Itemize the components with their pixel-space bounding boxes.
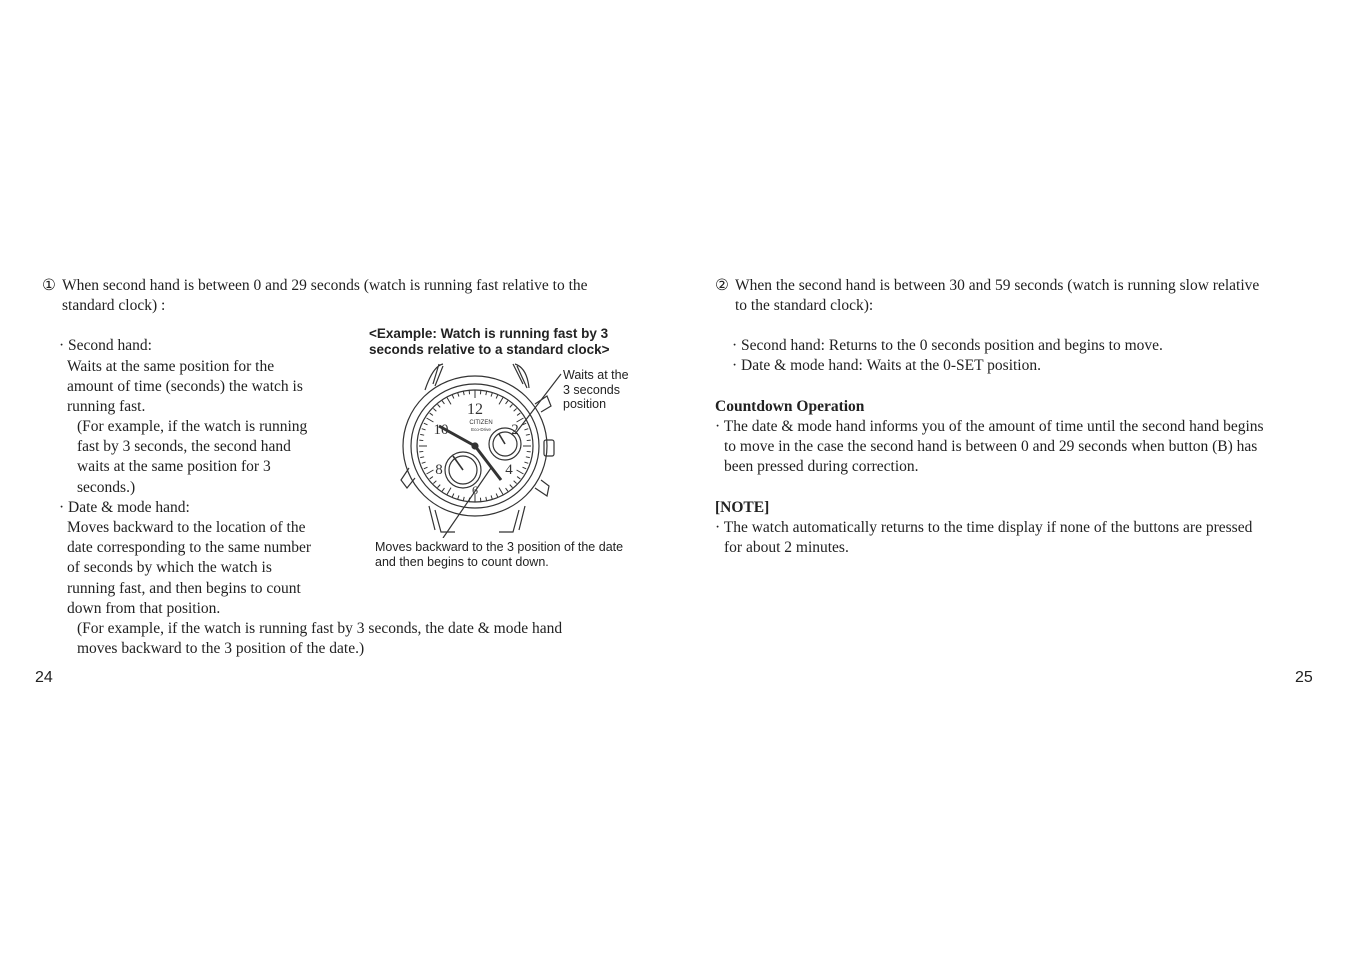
note-heading: [NOTE]: [715, 499, 770, 516]
dial-tick: [510, 485, 513, 488]
callout-moves-backward: [375, 540, 623, 569]
countdown-first-line: · The date & mode hand informs you of the amount of time until the second hand begins: [715, 418, 1264, 435]
second-hand-example-line: (For example, if the watch is running: [77, 418, 308, 435]
dial-tick: [517, 413, 520, 415]
callout-waits-line: position: [563, 397, 607, 411]
dial-tick: [463, 497, 464, 501]
date-mode-line: down from that position.: [67, 599, 221, 617]
dial-tick: [506, 488, 508, 491]
dial-brand: CITIZEN: [469, 420, 493, 426]
item-2-line: When the second hand is between 30 and 59 seconds (watch is running slow relative: [735, 277, 1260, 294]
dial-tick: [424, 423, 428, 425]
date-mode-example-line: (For example, if the watch is running fast by 3 seconds, the date & mode hand: [77, 620, 563, 637]
second-hand-example: [77, 417, 307, 498]
item-1-line: When second hand is between 0 and 29 seconds (watch is running fast relative to the: [62, 277, 588, 294]
countdown-line: to move in the case the second hand is between 0 and 29 seconds when button (B) has: [724, 438, 1258, 455]
dial-tick: [496, 395, 498, 399]
item-1-marker: ①: [42, 277, 56, 294]
second-hand-line: running fast.: [67, 398, 146, 416]
item-2-text: [735, 276, 1259, 316]
dial-tick: [452, 494, 454, 498]
callout-moves-line: and then begins to count down.: [375, 554, 549, 569]
page-number-left: 24: [35, 669, 53, 686]
dial-numeral-4: 4: [505, 462, 513, 478]
dial-numeral-2: 2: [511, 422, 519, 438]
dial-tick: [452, 395, 454, 399]
dial-tick: [514, 409, 517, 412]
dial-tick: [517, 470, 524, 474]
dial-tick: [524, 462, 528, 463]
bullet-second-hand: · Second hand: Returns to the 0 seconds position and begins to move.: [732, 337, 1163, 354]
second-hand-example-line: seconds.): [77, 478, 136, 496]
second-hand-line: Waits at the same position for the: [67, 358, 275, 375]
dial-tick: [514, 481, 517, 484]
dial-numeral-6: 6: [472, 483, 478, 497]
dial-tick: [447, 398, 451, 405]
callout-waits-line: Waits at the: [563, 368, 629, 382]
dial-tick: [427, 470, 434, 474]
dial-tick: [486, 497, 487, 501]
callout-waits: [563, 368, 629, 412]
dial-tick: [420, 434, 424, 435]
dial-tick: [447, 488, 451, 495]
countdown-line: been pressed during correction.: [724, 458, 919, 476]
dial-tick: [442, 401, 444, 404]
dial-tick: [422, 462, 426, 463]
callout-waits-line: 3 seconds: [563, 382, 620, 397]
figure-caption-line: <Example: Watch is running fast by 3: [369, 326, 609, 341]
dial-tick: [420, 457, 424, 458]
page-number-right: 25: [1295, 669, 1313, 686]
date-mode-line: date corresponding to the same number: [67, 539, 312, 557]
dial-tick: [517, 477, 520, 479]
note-line: for about 2 minutes.: [724, 539, 849, 556]
dial-tick: [496, 494, 498, 498]
dial-numeral-10: 10: [433, 422, 449, 438]
watch-illustration: [395, 360, 565, 538]
second-hand-line: amount of time (seconds) the watch is: [67, 378, 303, 396]
note-body: [724, 538, 849, 558]
second-hand-heading: · Second hand:: [59, 337, 152, 354]
dial-tick: [430, 477, 433, 479]
dial-tick: [442, 488, 444, 491]
dial-tick: [499, 488, 503, 495]
dial-tick: [524, 429, 528, 430]
date-mode-line: of seconds by which the watch is: [67, 559, 272, 577]
dial-tick: [499, 398, 503, 405]
dial-tick: [422, 429, 426, 430]
dial-subbrand: Eco-Drive: [471, 427, 491, 432]
bullet-date-mode-hand: · Date & mode hand: Waits at the 0-SET position.: [732, 357, 1041, 375]
countdown-heading: Countdown Operation: [715, 398, 865, 415]
date-mode-hand-description: [67, 518, 311, 619]
dial-numeral-12: 12: [467, 401, 483, 418]
dial-tick: [526, 457, 530, 458]
date-mode-line: Moves backward to the location of the: [67, 519, 306, 536]
item-2-line: to the standard clock):: [735, 297, 874, 315]
dial-tick: [491, 495, 492, 499]
item-1-line: standard clock) :: [62, 297, 166, 315]
item-2-bullets: [732, 336, 1163, 376]
dial-tick: [424, 467, 428, 469]
second-hand-example-line: waits at the same position for 3: [77, 458, 271, 476]
dial-tick: [433, 409, 436, 412]
dial-numeral-8: 8: [435, 462, 443, 478]
dial-tick: [523, 467, 527, 469]
date-mode-hand-heading: · Date & mode hand:: [59, 499, 190, 516]
callout-moves-line: Moves backward to the 3 position of the date: [375, 540, 624, 554]
figure-caption: [369, 326, 609, 358]
date-mode-line: running fast, and then begins to count: [67, 579, 301, 597]
dial-tick: [463, 391, 464, 395]
note-first-line: · The watch automatically returns to the time display if none of the buttons are pressed: [715, 519, 1253, 536]
countdown-body: [724, 437, 1257, 477]
dial-tick: [433, 481, 436, 484]
dial-tick: [458, 495, 459, 499]
dial-tick: [458, 393, 459, 397]
dial-tick: [486, 391, 487, 395]
item-1-text: [62, 276, 588, 316]
dial-tick: [438, 404, 441, 407]
second-hand-example-line: fast by 3 seconds, the second hand: [77, 438, 291, 456]
dial-tick: [526, 434, 530, 435]
dial-tick: [438, 485, 441, 488]
date-mode-example-line: moves backward to the 3 position of the date.): [77, 640, 365, 658]
date-mode-hand-example: [77, 619, 562, 659]
dial-tick: [427, 418, 434, 422]
second-hand-description: [67, 357, 303, 418]
figure-caption-line: seconds relative to a standard clock>: [369, 342, 610, 357]
dial-tick: [506, 401, 508, 404]
dial-tick: [430, 413, 433, 415]
dial-tick: [510, 404, 513, 407]
dial-tick: [491, 393, 492, 397]
item-2-marker: ②: [715, 277, 729, 294]
